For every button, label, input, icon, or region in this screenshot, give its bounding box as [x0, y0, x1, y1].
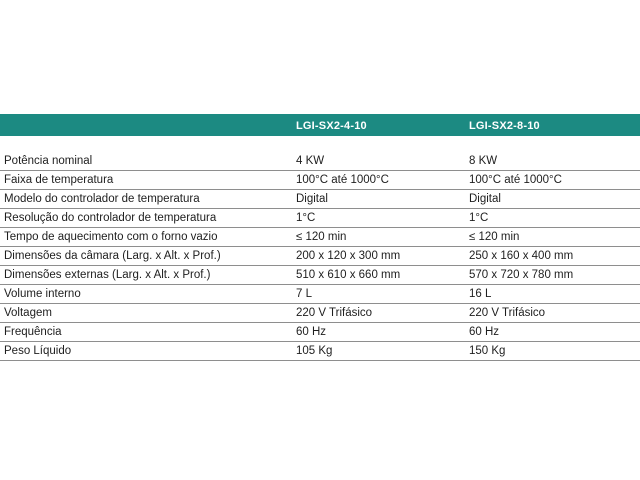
- cell-model-2: Digital: [469, 193, 501, 205]
- header-gap: [0, 136, 640, 152]
- table-header: [0, 114, 640, 136]
- header-spacer: [0, 114, 296, 136]
- row-label: Potência nominal: [4, 155, 93, 167]
- row-label: Tempo de aquecimento com o forno vazio: [4, 231, 218, 243]
- cell-model-2: 60 Hz: [469, 326, 500, 338]
- row-label: Voltagem: [4, 307, 52, 319]
- cell-model-1: 60 Hz: [296, 326, 327, 338]
- table-row: [0, 152, 640, 171]
- table-body: [0, 152, 640, 361]
- table-row: [0, 266, 640, 285]
- cell-model-2: 150 Kg: [469, 345, 506, 357]
- cell-model-1: Digital: [296, 193, 328, 205]
- cell-model-1: 7 L: [296, 288, 312, 300]
- cell-model-2: 1°C: [469, 212, 489, 224]
- cell-model-2: ≤ 120 min: [469, 231, 520, 243]
- column-header-model-2: LGI-SX2-8-10: [469, 120, 540, 132]
- cell-model-1: 1°C: [296, 212, 316, 224]
- row-label: Volume interno: [4, 288, 81, 300]
- column-header-model-1: LGI-SX2-4-10: [296, 120, 367, 132]
- cell-model-1: 4 KW: [296, 155, 325, 167]
- row-label: Dimensões da câmara (Larg. x Alt. x Prof.): [4, 250, 221, 262]
- row-label: Resolução do controlador de temperatura: [4, 212, 217, 224]
- cell-model-1: ≤ 120 min: [296, 231, 347, 243]
- cell-model-1: 220 V Trifásico: [296, 307, 373, 319]
- table-row: [0, 228, 640, 247]
- cell-model-1: 100°C até 1000°C: [296, 174, 389, 186]
- row-label: Modelo do controlador de temperatura: [4, 193, 200, 205]
- cell-model-2: 570 x 720 x 780 mm: [469, 269, 574, 281]
- cell-model-1: 200 x 120 x 300 mm: [296, 250, 401, 262]
- spec-table: [0, 114, 640, 361]
- table-row: [0, 285, 640, 304]
- table-row: [0, 190, 640, 209]
- row-label: Dimensões externas (Larg. x Alt. x Prof.): [4, 269, 211, 281]
- cell-model-2: 220 V Trifásico: [469, 307, 546, 319]
- cell-model-2: 250 x 160 x 400 mm: [469, 250, 574, 262]
- table-row: [0, 323, 640, 342]
- row-label: Frequência: [4, 326, 62, 338]
- table-row: [0, 304, 640, 323]
- cell-model-2: 8 KW: [469, 155, 498, 167]
- table-row: [0, 247, 640, 266]
- row-label: Faixa de temperatura: [4, 174, 114, 186]
- table-row: [0, 209, 640, 228]
- table-row: [0, 171, 640, 190]
- table-row: [0, 342, 640, 361]
- cell-model-1: 510 x 610 x 660 mm: [296, 269, 401, 281]
- cell-model-2: 100°C até 1000°C: [469, 174, 562, 186]
- cell-model-1: 105 Kg: [296, 345, 333, 357]
- row-label: Peso Líquido: [4, 345, 72, 357]
- cell-model-2: 16 L: [469, 288, 492, 300]
